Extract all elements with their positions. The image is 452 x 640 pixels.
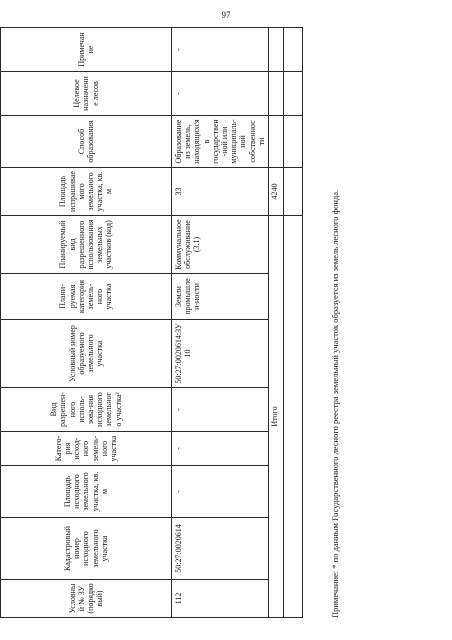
header-cell: Плани-руемая категория земель-ного участка <box>1 274 172 320</box>
total-value: 4240 <box>268 168 283 216</box>
header-cell: Вид разрешен-ного исполь-зова-ния исходного земельного участка² <box>1 388 172 432</box>
table-cell <box>268 28 283 72</box>
header-cell: Способ образования <box>1 116 172 168</box>
header-cell: Планируемый вид разрешенного использования земельных участков (код) <box>1 216 172 274</box>
page-number: 97 <box>221 10 231 20</box>
table-cell: Земли промышлен-ности <box>172 274 269 320</box>
table-row <box>172 28 269 618</box>
table-header-row <box>1 28 172 618</box>
table-cell: 50:27:0020614:ЗУ10 <box>172 320 269 388</box>
header-cell: Площадь испрашиваемого земельного участка, кв. м <box>1 168 172 216</box>
table-cell: - <box>172 72 269 116</box>
table-cell: 112 <box>172 580 269 618</box>
table-cell: - <box>172 466 269 518</box>
table-cell <box>268 72 283 116</box>
table-cell <box>283 116 302 168</box>
table-cell: Коммунальное обслуживание (3.1) <box>172 216 269 274</box>
table-cell: Образование из земель, находящихся в государствен-ной или муниципаль-ной собственности <box>172 116 269 168</box>
table-cell: - <box>172 432 269 466</box>
table-cell <box>283 168 302 216</box>
land-plot-table <box>0 27 303 618</box>
header-cell: Примечание <box>1 28 172 72</box>
table-cell <box>283 28 302 72</box>
header-cell: Целевое назначение лесов <box>1 72 172 116</box>
header-cell: Условный номер образуемого земельного участка <box>1 320 172 388</box>
header-cell: Площадь исходного земельного участка, кв. м <box>1 466 172 518</box>
table-cell: - <box>172 388 269 432</box>
table-cell <box>283 72 302 116</box>
table-cell: 33 <box>172 168 269 216</box>
table-cell <box>283 216 302 618</box>
table-cell: - <box>172 28 269 72</box>
footnote: Примечание: * по данным Государственного лесного реестра земельный участок образуется из земель лесного фонда. <box>330 189 340 618</box>
total-row <box>268 28 283 618</box>
header-cell: Катего-рия исход-ного земель-ного участка <box>1 432 172 466</box>
table-cell <box>268 116 283 168</box>
empty-row <box>283 28 302 618</box>
rotated-page-content <box>0 28 350 618</box>
total-label: Итого <box>268 216 283 618</box>
header-cell: Условный № ЗУ (порядковый) <box>1 580 172 618</box>
header-cell: Кадастровый номер исходного земельного участка <box>1 518 172 580</box>
table-cell: 50:27:0020614 <box>172 518 269 580</box>
